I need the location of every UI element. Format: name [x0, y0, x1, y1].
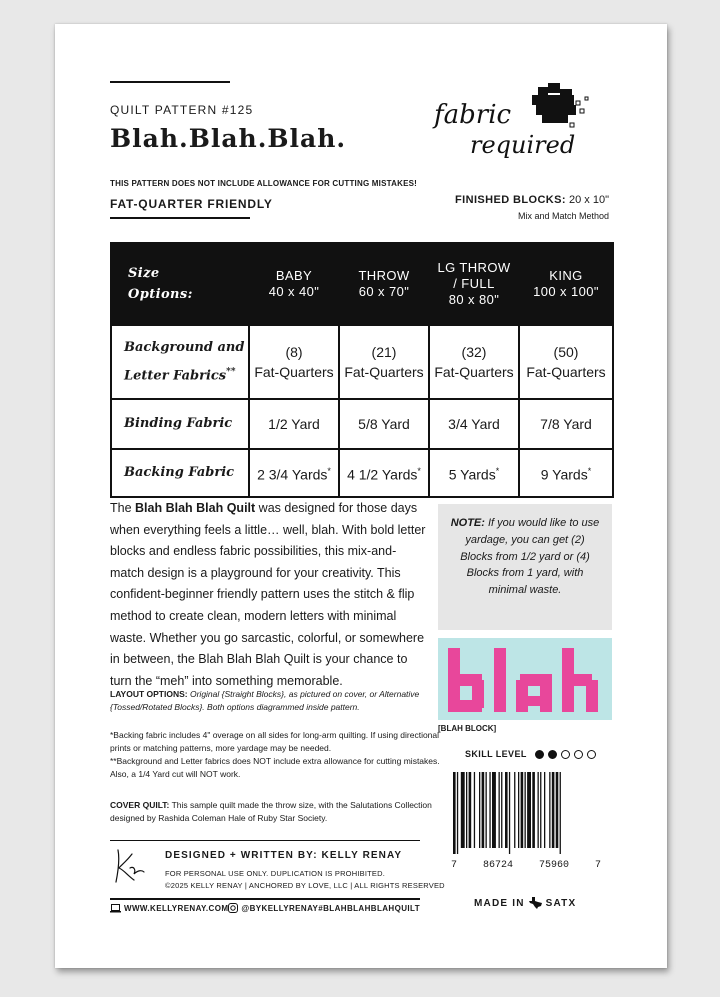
- description-quilt-name: Blah Blah Blah Quilt: [135, 501, 256, 515]
- footnote-backing: *Backing fabric includes 4" overage on all sides for long-arm quilting. If using directional prints or matching patterns, more yardage may be needed.: [110, 730, 440, 753]
- barcode-bar: [540, 772, 541, 848]
- table-cell: 9 Yards*: [519, 449, 613, 497]
- barcode-bar: [556, 772, 559, 848]
- barcode-bar: [552, 772, 555, 848]
- links-rule: [110, 898, 420, 900]
- layout-options-label: LAYOUT OPTIONS:: [110, 689, 188, 699]
- yardage-note: [438, 504, 612, 630]
- pattern-number: QUILT PATTERN #125: [110, 103, 254, 117]
- barcode-bar: [499, 772, 500, 848]
- table-header-row: [111, 243, 613, 325]
- footnote-background: **Background and Letter fabrics does NOT include extra allowance for cutting mistakes. Also, a 1/4 Yard cut will NOT work.: [110, 756, 440, 779]
- designed-by: DESIGNED + WRITTEN BY: KELLY RENAY: [165, 850, 403, 861]
- table-row: [111, 399, 613, 449]
- size-throw: THROW 60 x 70": [339, 243, 429, 325]
- barcode-bar: [544, 772, 545, 848]
- barcode-bar: [549, 772, 550, 848]
- instagram-icon: [228, 903, 238, 913]
- barcode-bar: [509, 772, 510, 854]
- layout-options: [110, 688, 440, 714]
- table-cell: 5/8 Yard: [339, 399, 429, 449]
- blah-block-caption: [BLAH BLOCK]: [438, 724, 497, 733]
- website-text: WWW.KELLYRENAY.COM: [124, 903, 229, 913]
- size-options-heading: [111, 243, 249, 325]
- method-label: Mix and Match Method: [517, 211, 609, 221]
- note-text: If you would like to use yardage, you can get (2) Blocks from 1/2 yard or (4) Blocks from 1 yard, with minimal waste.: [460, 517, 600, 597]
- description-the: The: [110, 501, 132, 515]
- table-cell: (21) Fat-Quarters: [339, 325, 429, 399]
- instagram-handle: @BYKELLYRENAY: [241, 903, 319, 913]
- barcode-bar: [469, 772, 472, 848]
- table-cell: (32) Fat-Quarters: [429, 325, 519, 399]
- logo-word-required: required: [470, 131, 576, 159]
- table-cell: 2 3/4 Yards*: [249, 449, 339, 497]
- description-paragraph: [110, 498, 430, 692]
- size-options-table: [110, 242, 614, 498]
- barcode-bar: [527, 772, 531, 848]
- skill-dot-empty: [574, 750, 583, 759]
- row-label-backing: Backing Fabric: [111, 449, 249, 497]
- barcode-bar: [486, 772, 487, 848]
- credits-rule: [110, 840, 420, 841]
- blah-block-image: [438, 638, 612, 720]
- finished-blocks: [455, 194, 609, 206]
- upc-digit-check: 7: [594, 860, 601, 871]
- table-row: [111, 325, 613, 399]
- size-lg-throw: LG THROW / FULL 80 x 80": [429, 243, 519, 325]
- fat-quarter-friendly: FAT-QUARTER FRIENDLY: [110, 197, 273, 211]
- made-in: [474, 897, 576, 909]
- upc-digits: [451, 860, 601, 871]
- finished-label: FINISHED BLOCKS:: [455, 194, 566, 206]
- barcode-bar: [466, 772, 467, 848]
- pattern-back-cover: [55, 24, 667, 968]
- row-label-binding: Binding Fabric: [111, 399, 249, 449]
- laptop-icon: [110, 904, 121, 913]
- barcode-bar: [525, 772, 526, 848]
- website-link[interactable]: [110, 903, 228, 913]
- footnotes: [110, 729, 440, 781]
- upc-digits-left: 86724: [482, 860, 513, 871]
- skill-dot-filled: [548, 750, 557, 759]
- barcode-bar: [505, 772, 508, 848]
- barcode-bar: [521, 772, 524, 848]
- table-cell: 7/8 Yard: [519, 399, 613, 449]
- kr-monogram-icon: [110, 846, 150, 886]
- layout-options-text: Original {Straight Blocks}, as pictured on cover, or Alternative {Tossed/Rotated Blocks}. Both options diagrammed inside pattern.: [110, 689, 420, 712]
- fq-rule: [110, 217, 250, 219]
- barcode-bar: [501, 772, 502, 848]
- skill-dot-empty: [561, 750, 570, 759]
- texas-icon: [529, 897, 542, 909]
- hashtag-text: #BLAHBLAHBLAHQUILT: [318, 903, 420, 913]
- table-cell: 4 1/2 Yards*: [339, 449, 429, 497]
- skill-label: SKILL LEVEL: [465, 749, 527, 759]
- cover-quilt-note: [110, 799, 440, 825]
- cover-quilt-text: This sample quilt made the throw size, with the Salutations Collection designed by Rashida Coleman Hale of Ruby Star Society.: [110, 800, 432, 823]
- skill-level: [465, 749, 596, 759]
- top-rule: [110, 81, 230, 83]
- barcode-bar: [489, 772, 490, 848]
- upc-digits-right: 75960: [538, 860, 569, 871]
- note-label: NOTE:: [450, 517, 485, 529]
- hashtag-link[interactable]: [318, 903, 420, 913]
- barcode-bar: [457, 772, 458, 854]
- made-in-city: SATX: [545, 897, 577, 909]
- barcode-bar: [461, 772, 465, 848]
- pixel-heart-icon: [532, 83, 588, 127]
- table-cell: 3/4 Yard: [429, 399, 519, 449]
- table-cell: 1/2 Yard: [249, 399, 339, 449]
- size-baby: BABY 40 x 40": [249, 243, 339, 325]
- table-cell: (8) Fat-Quarters: [249, 325, 339, 399]
- cutting-disclaimer: THIS PATTERN DOES NOT INCLUDE ALLOWANCE FOR CUTTING MISTAKES!: [110, 179, 418, 188]
- skill-dot-filled: [535, 750, 544, 759]
- fabric-required-logo: [430, 79, 615, 164]
- size-heading-line2: Options:: [128, 287, 193, 302]
- blah-letters-graphic: [438, 638, 612, 720]
- size-king: KING 100 x 100": [519, 243, 613, 325]
- cover-quilt-label: COVER QUILT:: [110, 800, 170, 810]
- table-cell: (50) Fat-Quarters: [519, 325, 613, 399]
- barcode-bar: [474, 772, 475, 848]
- upc-digit-lead: 7: [451, 860, 458, 871]
- logo-word-fabric: fabric: [434, 100, 512, 130]
- row-label-background: Background and Letter Fabrics**: [111, 325, 249, 399]
- barcode-bar: [518, 772, 519, 848]
- instagram-link[interactable]: [228, 903, 318, 913]
- barcode-bar: [514, 772, 515, 848]
- upc-barcode: [453, 772, 597, 854]
- table-cell: 5 Yards*: [429, 449, 519, 497]
- size-heading-line1: Size: [128, 266, 160, 281]
- made-in-label: MADE IN: [474, 897, 525, 909]
- barcode-bar: [492, 772, 496, 848]
- table-row: [111, 449, 613, 497]
- description-text: was designed for those days when everything feels a little… well, blah. With bold letter blocks and endless fabric possibilities, this mix-and-match design is a playground for your creativity. This confident-beginner friendly pattern uses the stitch & flip method to create clean, modern letters with minimal waste. Whether you go sarcastic, colorful, or somewhere in between, the Blah Blah Blah Quilt is your chance to turn the “meh” into something memorable.: [110, 501, 426, 688]
- skill-dot-empty: [587, 750, 596, 759]
- finished-value: 20 x 10": [569, 194, 609, 206]
- barcode-bar: [532, 772, 535, 848]
- copyright-notice: ©2025 KELLY RENAY | ANCHORED BY LOVE, LLC | ALL RIGHTS RESERVED: [165, 881, 445, 890]
- barcode-bar: [482, 772, 485, 848]
- barcode-bar: [560, 772, 561, 854]
- barcode-bar: [538, 772, 539, 848]
- barcode-bar: [453, 772, 456, 854]
- personal-use-notice: FOR PERSONAL USE ONLY. DUPLICATION IS PROHIBITED.: [165, 869, 385, 878]
- social-links: [110, 903, 420, 913]
- barcode-bar: [479, 772, 480, 848]
- pattern-title: Blah.Blah.Blah.: [110, 124, 347, 153]
